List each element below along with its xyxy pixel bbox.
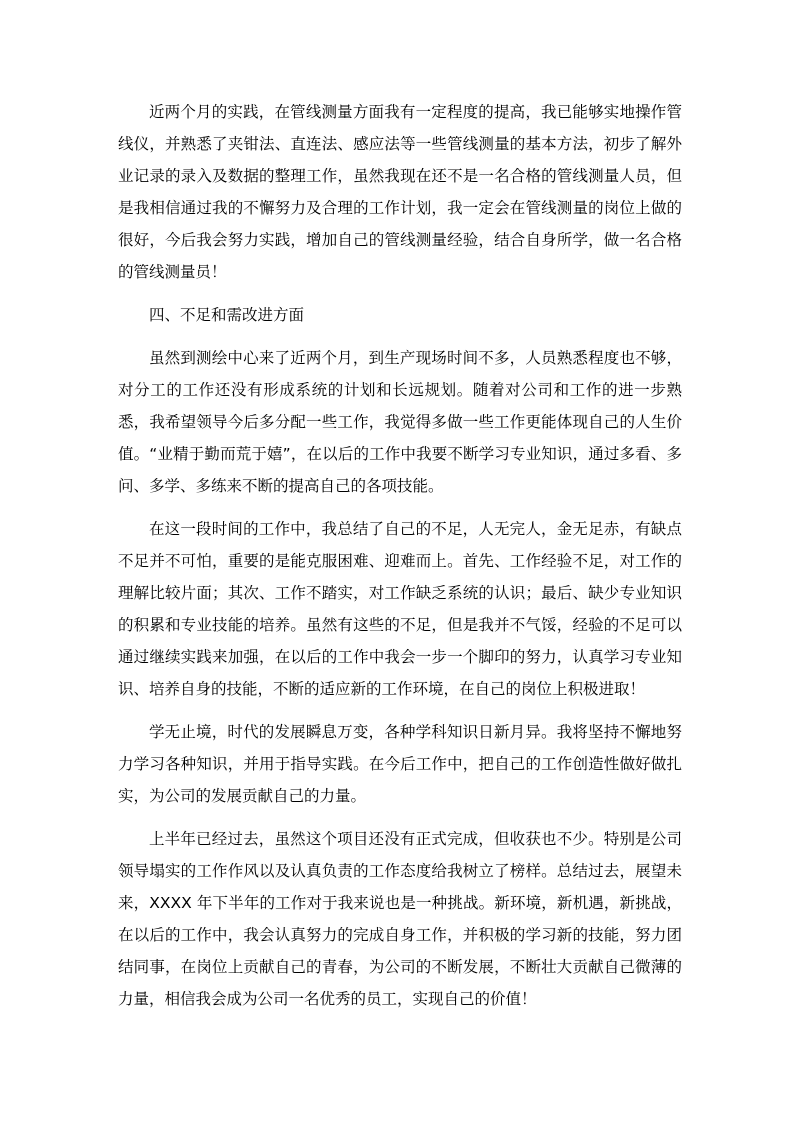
document-body xyxy=(118,96,682,1026)
paragraph-practice-summary: 近两个月的实践，在管线测量方面我有一定程度的提高，我已能够实地操作管线仪，并熟悉了夹钳法、直连法、感应法等一些管线测量的基本方法，初步了解外业记录的录入及数据的整理工作，虽然我现在还不是一名合格的管线测量人员，但是我相信通过我的不懈努力及合理的工作计划，我一定会在管线测量的岗位上做的很好，今后我会努力实践，增加自己的管线测量经验，结合自身所学，做一名合格的管线测量员！ xyxy=(118,103,682,281)
paragraph-outlook: 上半年已经过去，虽然这个项目还没有正式完成，但收获也不少。特别是公司领导塌实的工作作风以及认真负责的工作态度给我树立了榜样。总结过去，展望未来，XXXX 年下半年的工作对于我来说也是一种挑战。新环境，新机遇，新挑战，在以后的工作中，我会认真努力的完成自身工作，并积极的学习新的技能，努力团结同事，在岗位上贡献自己的青春，为公司的不断发展，不断壮大贡献自己微薄的力量，相信我会成为公司一名优秀的员工，实现自己的价值！ xyxy=(118,830,682,1008)
paragraph-self-assessment: 在这一段时间的工作中，我总结了自己的不足，人无完人，金无足赤，有缺点不足并不可怕，重要的是能克服困难、迎难而上。首先、工作经验不足，对工作的理解比较片面；其次、工作不踏实，对工作缺乏系统的认识；最后、缺少专业知识的积累和专业技能的培养。虽然有这些的不足，但是我并不气馁，经验的不足可以通过继续实践来加强，在以后的工作中我会一步一个脚印的努力，认真学习专业知识、培养自身的技能，不断的适应新的工作环境，在自己的岗位上积极进取！ xyxy=(118,520,682,698)
paragraph-shortcomings-plan: 虽然到测绘中心来了近两个月，到生产现场时间不多，人员熟悉程度也不够，对分工的工作还没有形成系统的计划和长远规划。随着对公司和工作的进一步熟悉，我希望领导今后多分配一些工作，我觉得多做一些工作更能体现自己的人生价值。“业精于勤而荒于嬉”，在以后的工作中我要不断学习专业知识，通过多看、多问、多学、多练来不断的提高自己的各项技能。 xyxy=(118,349,682,495)
paragraph-continuous-learning: 学无止境，时代的发展瞬息万变，各种学科知识日新月异。我将坚持不懈地努力学习各种知识，并用于指导实践。在今后工作中，把自己的工作创造性做好做扎实，为公司的发展贡献自己的力量。 xyxy=(118,723,682,805)
section-heading-shortcomings: 四、不足和需改进方面 xyxy=(149,306,305,324)
